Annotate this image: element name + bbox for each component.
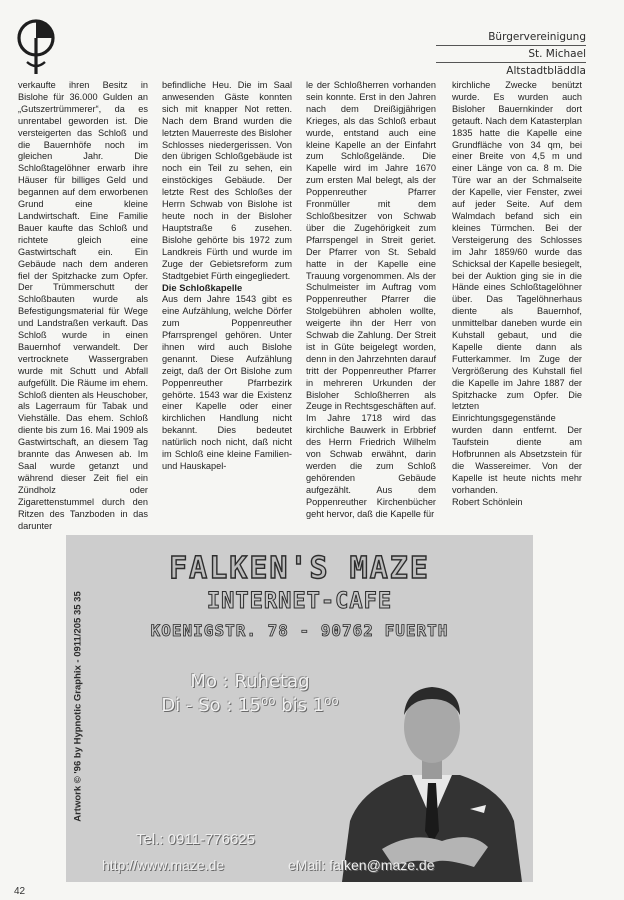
header-divider xyxy=(436,62,586,63)
article-text: verkaufte ihren Besitz in Bislohe für 36.000 Gulden an „Gutszertrümmerer“, da es unrentabel geworden ist. Die versteigerten das Schloß und die Bauernhöfe noch im gleichen Jahr. Die Schloßtagelöhner erwarb ihre Häuser für billiges Geld und begannen auf dem erworbenen Grund eine kleine Landwirtschaft. Eine Familie Bauer kaufte das Schloß und richtete gleich eine Gastwirtschaft ein. Ein Gebäude nach dem anderen fiel der Spitzhacke zum Opfer. Der Trümmerschutt der Schloßbauten wurde als Befestigungsmaterial für Wege und Landstraßen verkauft. Das Schloß wurde in einen Bauernhof verwandelt. Der vertrocknete Wassergraben wurde mit Schutt und Abfall aufgefüllt. Die Räume im ehem. Schloß dienten als Heuschober, als Lagerraum für Tabak und Viehställe. Das ehem. Schloß diente bis zum 16. Mai 1909 als Gastwirtschaft, an diesem Tag brannte das Anwesen ab. Im Saal wurde getanzt und während dieser Zeit fiel ein Zündholz oder Zigarettenstummel durch den Ritzen des Tanzboden in das darunter xyxy=(18,80,148,531)
ad-hours-closed: Mo : Ruhetag xyxy=(190,671,310,692)
organization-header xyxy=(436,30,586,78)
article-column-1 xyxy=(18,80,148,531)
ad-website-link[interactable]: http://www.maze.de xyxy=(102,857,225,873)
article-column-4 xyxy=(452,80,582,520)
ad-address: KOENIGSTR. 78 - 90762 FUERTH xyxy=(150,621,449,640)
article-author: Robert Schönlein xyxy=(452,496,523,507)
article-text: befindliche Heu. Die im Saal anwesenden Gäste konnten sich mit knapper Not retten. Nach dem Brand wurden die letzten Mauerreste des Bisloher Schlosses niedergerissen. Von den übrigen Schloßgebäude ist noch ein Teil zu sehen, ein einstöckiges Gebäude. Der letzte Rest des Schloßes der Herrn Schwab von Bislohe ist heute noch in der Bisloher Hauptstraße 6 zusehen. Bislohe gehörte bis 1972 zum Landkreis Fürth und wurde im Zuge der Gebietsreform zum Stadtgebiet Fürth eingegliedert. xyxy=(162,80,292,281)
logo-icon xyxy=(16,18,56,82)
article-text: kirchliche Zwecke benützt wurde. Es wurden auch Bisloher Bauernkinder dort getauft. Nach dem Katasterplan 1835 hatte die Kapelle eine Grundfläche von 34 qm, bei einer Breite von 4,5 m und einer Länge von ca. 8 m. Die Türe war an der Schmalseite der Kapelle, vier Fenster, zwei auf jeder Seite. Auf dem Walmdach befand sich ein kleines Türmchen. Bei der Versteigerung des Schlosses im Jahr 1859/60 wurde das Schicksal der Kapelle besiegelt, bei der Auktion ging sie in die Hände eines Schloßtagelöhner über. Das Tagelöhnerhaus diente als Bauernhof, unmittelbar daneben wurde ein Kuhstall gebaut, und die Kapelle diente dann als Futterkammer. Im Zuge der Vergrößerung des Kuhstall fiel die Kapelle im Jahre 1887 der Spitzhacke zum Opfer. Die letzten Einrichtungsgegenstände wurden dann entfernt. Der Taufstein diente am Hofbrunnen als Absetzstein für die Wassereimer. Von der Kapelle ist heute nichts mehr vorhanden. xyxy=(452,80,582,495)
ad-artwork-credit: Artwork © '96 by Hypnotic Graphix - 0911/205 35 35 xyxy=(72,591,84,822)
advertisement xyxy=(66,535,533,882)
ad-phone: Tel.: 0911-776625 xyxy=(136,831,255,848)
ad-hours-open: Di - So : 15⁰⁰ bis 1⁰⁰ xyxy=(161,695,339,716)
article-text: le der Schloßherren vorhanden sein konnte. Erst in den Jahren nach dem Dreißigjährigen Krieges, als das Schloß erbaut wurde, entstand auch eine kleine Kapelle an der Einfahrt zum Schloßgelände. Die Kapelle wird im Jahre 1670 zum ersten Mal belegt, als der Poppenreuther Pfarrer Fronmüller mit dem Schloßbesitzer von Schwab über die Zugehörigkeit zum Pfarrspengel in Streit geriet. Der Pfarrer von St. Sebald hatte in der Kapelle eine Trauung vorgenommen. Als der Schulmeister im Auftrag vom Poppenreuther Pfarrer die Stolgebühren abholen wollte, weigerte ihn der Herr von Schwab die Zahlung. Der Streit ist in Güte beigelegt worden, denn in den Jahrzehnten darauf tritt der Poppenreuther Pfarrer in mehreren Urkunden der Bisloher Schloßherren als Zeuge in Rechtsgeschäften auf. Im Jahre 1718 wird das kirchliche Bauwerk in Erbbrief des Herrn Friedrich Wilhelm von Schwab erwähnt, darin werden die zum Schloß gehörenden Gebäude aufgezählt. Aus dem Poppenreuther Kirchenbücher geht hervor, daß die Kapelle für xyxy=(306,80,436,519)
ad-subtitle: INTERNET-CAFE xyxy=(206,589,393,614)
section-heading: Die Schloßkapelle xyxy=(162,282,243,294)
org-name-line1: Bürgervereinigung xyxy=(488,31,586,43)
header-divider xyxy=(436,45,586,46)
article-text: Aus dem Jahre 1543 gibt es eine Aufzählung, welche Dörfer zum Poppenreuther Pfarrsprengel gehören. Unter ihnen wird auch Bislohe genannt. Diese Aufzählung zeigt, daß der Ort Bislohe zum Poppenreuther Pfarrbezirk gehörte. 1543 war die Existenz einer Kapelle oder einer kirchlichen Handlung nicht bekannt. Dies bedeutet natürlich noch nicht, daß nicht im Schloß eine kleine Familien- und Hauskapel- xyxy=(162,294,292,471)
article-column-3 xyxy=(306,80,436,520)
org-name-line2: St. Michael xyxy=(528,48,586,60)
page-number: 42 xyxy=(14,886,26,897)
ad-email-link[interactable]: eMail: falken@maze.de xyxy=(288,857,435,873)
org-name-line3: Altstadtbläddla xyxy=(506,65,586,77)
article-column-2 xyxy=(162,80,292,520)
ad-title: FALKEN'S MAZE xyxy=(169,551,430,586)
man-portrait-icon xyxy=(342,671,522,882)
